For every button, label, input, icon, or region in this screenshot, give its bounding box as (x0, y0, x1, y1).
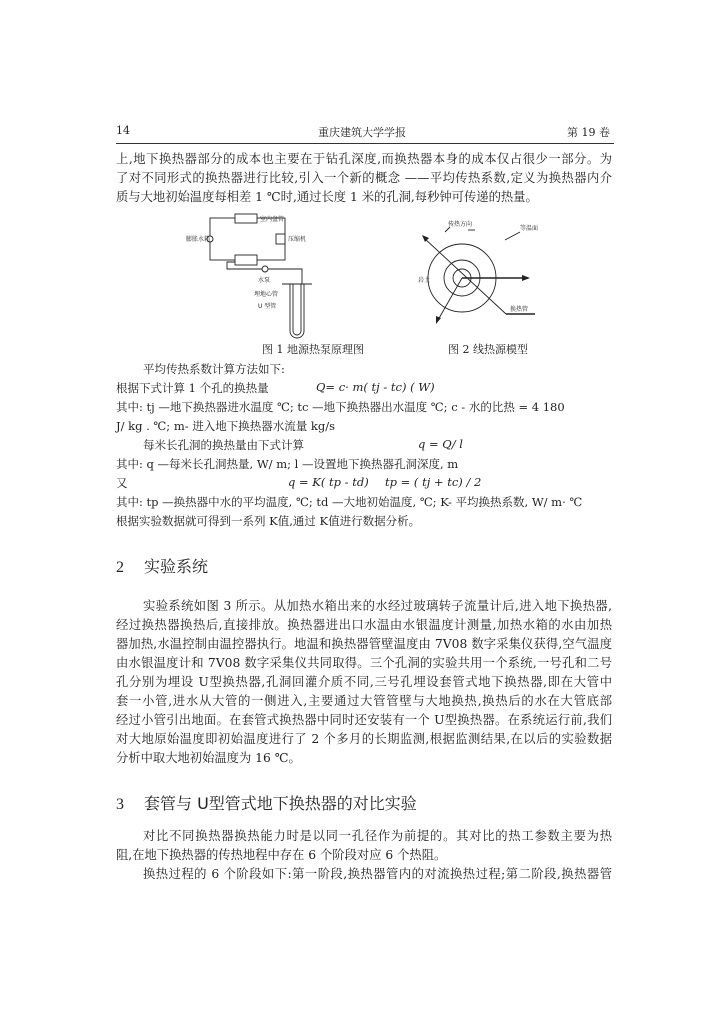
heat-total-lead: 根据下式计算 1 个孔的换热量 (116, 381, 269, 395)
tp-formula: tp = ( tj + tc) / 2 (385, 475, 482, 489)
body-line: 对大地原始温度即初始温度进行了 2 个多月的长期监测,根据监测结果,在以后的实验数据 (116, 732, 612, 746)
body-line: 经过小管引出地面。在套管式换热器中同时还安装有一个 U型换热器。在系统运行前,我们 (116, 713, 612, 727)
label-indoor-coil: 室内盘管 (260, 216, 285, 223)
label-soil: 岩土 (418, 277, 431, 284)
body-line: 由水银温度计和 7V08 数字采集仪共同取得。三个孔洞的实验共用一个系统,一号孔和二号 (116, 656, 612, 670)
body-line: 质与大地初始温度每相差 1 ℃时,通过长度 1 米的孔洞,每秒钟可传递的热量。 (116, 190, 538, 204)
figure-1-heat-pump-diagram (186, 208, 320, 338)
body-line: 实验系统如图 3 所示。从加热水箱出来的水经过玻璃转子流量计后,进入地下换热器, (143, 599, 612, 613)
label-expansion-tank: 膨胀水箱 (186, 236, 211, 243)
where-line: 其中: tp —换热器中水的平均温度, ℃; td —大地初始温度, ℃; K- 平均换热系数, W/ m· ℃ (116, 495, 583, 509)
body-line: 上,地下换热器部分的成本也主要在于钻孔深度,而换热器本身的成本仅占很少一部分。为 (116, 152, 612, 166)
body-line: 孔分别为埋设 U型换热器,孔洞回灌介质不同,三号孔埋设套管式地下换热器,即在大管中 (116, 675, 612, 689)
header-rule (116, 143, 614, 144)
k-formula: q = K( tp - td) (288, 475, 369, 489)
label-compressor: 压缩机 (288, 236, 307, 243)
label-isotherm: 等温面 (520, 225, 539, 232)
figure-1-caption: 图 1 地源热泵原理图 (262, 343, 364, 356)
body-line: 分析中取大地初始温度为 16 ℃。 (116, 751, 301, 765)
where-line: 其中: q —每米长孔洞热量, W/ m; l —设置地下换热器孔洞深度, m (116, 457, 459, 471)
body-line: 对比不同换热器换热能力时是以同一孔径作为前提的。其对比的热工参数主要为热 (143, 829, 612, 843)
section-title: 套管与 U型管式地下换热器的对比实验 (144, 794, 417, 813)
figure-2-caption: 图 2 线热源模型 (448, 343, 528, 356)
where-line: J/ kg . ℃; m- 进入地下换热器水流量 kg/s (116, 419, 336, 433)
label-pipe: 换热管 (510, 306, 529, 313)
section-3-heading (116, 791, 417, 814)
section-number: 2 (116, 559, 124, 576)
label-u-tube-2: U 型管 (258, 303, 277, 310)
section-number: 3 (116, 796, 124, 813)
figure-2-line-source-model (420, 210, 560, 335)
method-intro: 平均传热系数计算方法如下: (143, 362, 285, 376)
conclusion-line: 根据实验数据就可得到一系列 K值,通过 K值进行数据分析。 (116, 514, 421, 528)
section-title: 实验系统 (144, 557, 209, 576)
page-number: 14 (116, 124, 130, 137)
label-u-tube: 埋地心管 (254, 291, 279, 298)
heat-per-meter-formula: q = Q/ l (418, 437, 463, 451)
heat-per-meter-lead: 每米长孔洞的换热量由下式计算 (143, 438, 304, 452)
journal-title: 重庆建筑大学学报 (318, 126, 406, 139)
body-line: 换热过程的 6 个阶段如下:第一阶段,换热器管内的对流换热过程;第二阶段,换热器管 (143, 867, 612, 881)
volume-label: 第 19 卷 (567, 126, 610, 139)
section-2-heading (116, 554, 208, 577)
label-pump: 水泵 (258, 277, 271, 284)
where-line: 其中: tj —地下换热器进水温度 ℃; tc —地下换热器出水温度 ℃; c - 水的比热 = 4 180 (116, 400, 565, 414)
body-line: 经过换热器换热后,直接排放。换热器进出口水温由水银温度计测量,加热水箱的水由加热 (116, 618, 612, 632)
body-line: 套一小管,进水从大管的一侧进入,主要通过大管管壁与大地换热,换热后的水在大管底部 (116, 694, 612, 708)
heat-total-formula: Q= c· m( tj - tc) ( W) (316, 380, 435, 394)
label-heat-direction: 传热方向 (448, 221, 473, 228)
body-line: 了对不同形式的换热器进行比较,引入一个新的概念 ——平均传热系数,定义为换热器内介 (116, 171, 612, 185)
body-line: 器加热,水温控制由温控器执行。地温和换热器管壁温度由 7V08 数字采集仪获得,空气温度 (116, 637, 612, 651)
also-label: 又 (116, 476, 128, 490)
body-line: 阻,在地下换热器的传热地程中存在 6 个阶段对应 6 个热阻。 (116, 848, 447, 862)
